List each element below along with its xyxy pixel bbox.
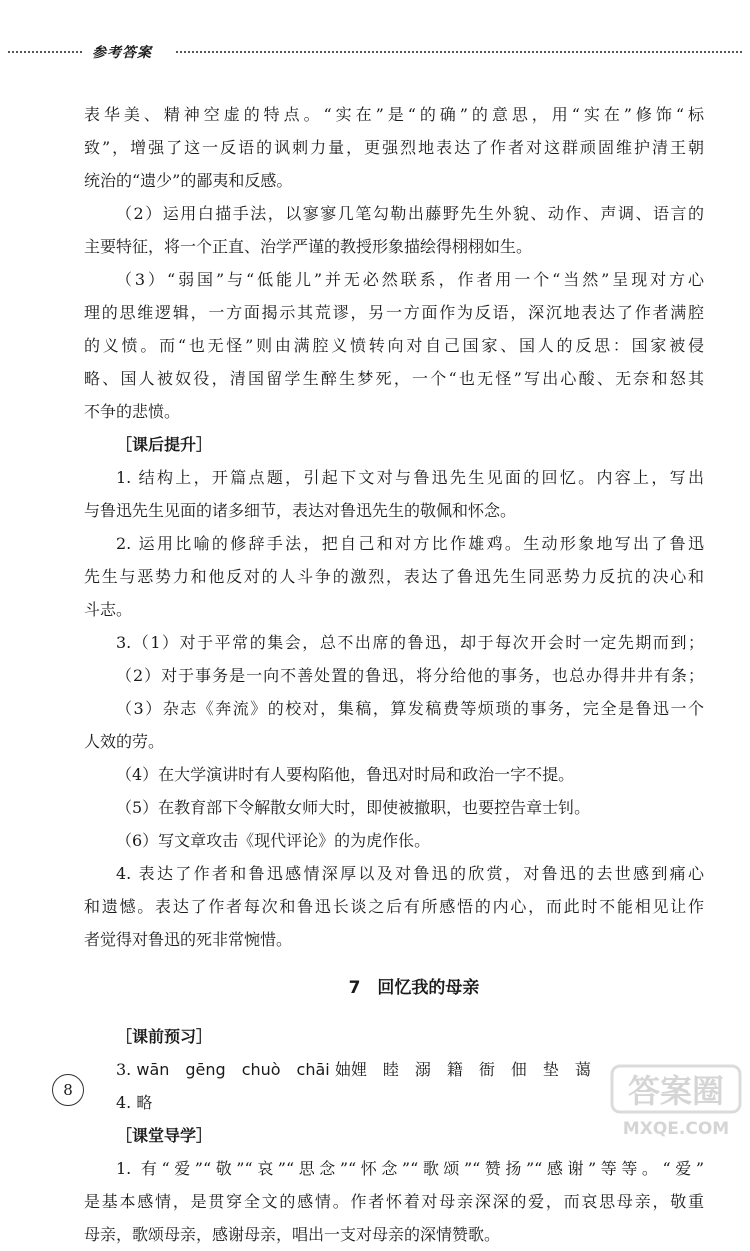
text-line: 2. 运用比喻的修辞手法，把自己和对方比作雄鸡。生动形象地写出了鲁迅 xyxy=(116,534,704,553)
character-answers: 妯娌 睦 溺 籍 衙 佃 垫 蔼 xyxy=(334,1060,591,1079)
text-line: 斗志。 xyxy=(84,600,133,619)
header-title: 参考答案 xyxy=(92,45,152,61)
text-line: 者觉得对鲁迅的死非常惋惜。 xyxy=(84,930,293,949)
text-line: （3）杂志《奔流》的校对，集稿，算发稿费等烦琐的事务，完全是鲁迅一个 xyxy=(116,699,704,718)
site-watermark-logo xyxy=(610,1060,742,1140)
lesson-title: 7 回忆我的母亲 xyxy=(348,978,480,998)
item-number: 3. xyxy=(116,1060,132,1079)
text-line: （2）对于事务是一向不善处置的鲁迅，将分给他的事务，也总办得井井有条； xyxy=(116,666,704,685)
text-line: 母亲，歌颂母亲，感谢母亲，唱出一支对母亲的深情赞歌。 xyxy=(84,1225,501,1244)
section-heading-preview: ［课前预习］ xyxy=(116,1027,213,1046)
header-dotted-rule-right xyxy=(176,51,742,53)
text-line: 和遗憾。表达了作者每次和鲁迅长谈之后有所感悟的内心，而此时不能相见让作 xyxy=(84,897,704,916)
text-line: 4. 略 xyxy=(116,1093,153,1112)
text-line: 不争的悲愤。 xyxy=(84,402,181,421)
page-header xyxy=(8,42,742,62)
text-line: （4）在大学演讲时有人要构陷他，鲁迅对时局和政治一字不提。 xyxy=(116,765,575,784)
section-heading-classroom: ［课堂导学］ xyxy=(116,1126,213,1145)
text-line: 是基本感情，是贯穿全文的感情。作者怀着对母亲深深的爱，而哀思母亲，敬重 xyxy=(84,1192,704,1211)
header-dotted-rule-left xyxy=(8,51,82,53)
section-heading-after-class: ［课后提升］ xyxy=(116,435,213,454)
text-line: 统治的“遗少”的鄙夷和反感。 xyxy=(84,171,293,190)
text-line: 的义愤。而“也无怪”则由满腔义愤转向对自己国家、国人的反思：国家被侵 xyxy=(84,336,704,355)
text-line: 1. 结构上，开篇点题，引起下文对与鲁迅先生见面的回忆。内容上，写出 xyxy=(116,468,704,487)
page-number: 8 xyxy=(52,1074,84,1106)
text-line: （2）运用白描手法，以寥寥几笔勾勒出藤野先生外貌、动作、声调、语言的 xyxy=(116,204,704,223)
text-line: 略、国人被奴役，清国留学生醉生梦死，一个“也无怪”写出心酸、无奈和怒其 xyxy=(84,369,704,388)
watermark-text-cn: 答案圈 xyxy=(627,1072,725,1110)
text-line: 主要特征，将一个正直、治学严谨的教授形象描绘得栩栩如生。 xyxy=(84,237,533,256)
text-line: 致”，增强了这一反语的讽刺力量，更强烈地表达了作者对这群顽固维护清王朝 xyxy=(84,138,704,157)
text-line: （5）在教育部下令解散女师大时，即使被撤职，也要控告章士钊。 xyxy=(116,798,591,817)
text-line: 与鲁迅先生见面的诸多细节，表达对鲁迅先生的敬佩和怀念。 xyxy=(84,501,517,520)
text-line: 1. 有“爱”“敬”“哀”“思念”“怀念”“歌颂”“赞扬”“感谢”等等。“爱” xyxy=(116,1159,704,1178)
text-line: （3）“弱国”与“低能儿”并无必然联系，作者用一个“当然”呈现对方心 xyxy=(116,270,704,289)
pinyin-answers: wān gēng chuò chāi xyxy=(136,1060,330,1079)
text-line: 4. 表达了作者和鲁迅感情深厚以及对鲁迅的欣赏，对鲁迅的去世感到痛心 xyxy=(116,864,704,883)
text-line: 理的思维逻辑，一方面揭示其荒谬，另一方面作为反语，深沉地表达了作者满腔 xyxy=(84,303,704,322)
text-line: 3.（1）对于平常的集会，总不出席的鲁迅，却于每次开会时一定先期而到； xyxy=(116,633,704,652)
watermark-text-url: MXQE.COM xyxy=(622,1119,730,1139)
text-line: （6）写文章攻击《现代评论》的为虎作伥。 xyxy=(116,831,431,850)
text-line: 先生与恶势力和他反对的人斗争的激烈，表达了鲁迅先生同恶势力反抗的决心和 xyxy=(84,567,704,586)
text-line: 人效的劳。 xyxy=(84,732,165,751)
text-line: 表华美、精神空虚的特点。“实在”是“的确”的意思，用“实在”修饰“标 xyxy=(84,105,704,124)
